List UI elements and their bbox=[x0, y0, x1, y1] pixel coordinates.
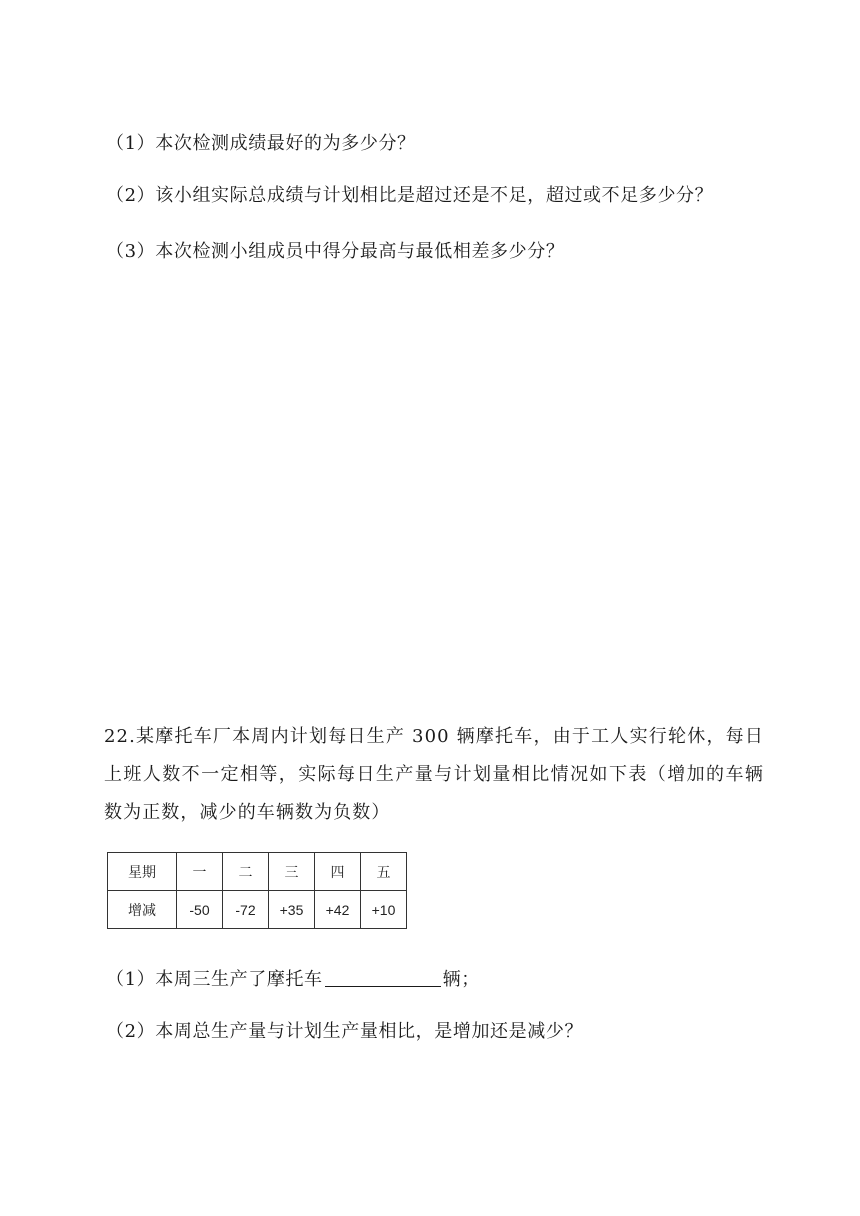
table-cell-change: +10 bbox=[361, 891, 407, 929]
question-1-best-score: （1）本次检测成绩最好的为多少分？ bbox=[106, 133, 416, 154]
table-cell-change: -72 bbox=[223, 891, 269, 929]
table-row-change bbox=[108, 891, 407, 929]
table-row-weekday bbox=[108, 853, 407, 891]
table-cell-day: 四 bbox=[315, 853, 361, 891]
question-2-total-vs-plan: （2）该小组实际总成绩与计划相比是超过还是不足，超过或不足多少分？ bbox=[106, 185, 714, 206]
table-cell-day: 二 bbox=[223, 853, 269, 891]
question-3-score-range: （3）本次检测小组成员中得分最高与最低相差多少分？ bbox=[106, 241, 565, 262]
table-cell-day: 五 bbox=[361, 853, 407, 891]
table-cell-day: 三 bbox=[269, 853, 315, 891]
table-cell-change: +42 bbox=[315, 891, 361, 929]
problem-22-question-1 bbox=[106, 968, 480, 992]
problem-22-question-2: （2）本周总生产量与计划生产量相比，是增加还是减少？ bbox=[106, 1021, 584, 1042]
answer-blank[interactable] bbox=[325, 968, 441, 987]
table-header-weekday: 星期 bbox=[108, 853, 177, 891]
production-change-table bbox=[107, 852, 407, 929]
table-cell-change: +35 bbox=[269, 891, 315, 929]
problem-22-statement: 22.某摩托车厂本周内计划每日生产 300 辆摩托车，由于工人实行轮休，每日上班人数不一定相等，实际每日生产量与计划量相比情况如下表（增加的车辆数为正数，减少的车辆数为负数） bbox=[104, 726, 764, 823]
question-1-unit: 辆； bbox=[442, 969, 480, 990]
table-cell-change: -50 bbox=[177, 891, 223, 929]
table-header-change: 增减 bbox=[108, 891, 177, 929]
table-cell-day: 一 bbox=[177, 853, 223, 891]
question-1-text: （1）本周三生产了摩托车 bbox=[106, 969, 323, 990]
